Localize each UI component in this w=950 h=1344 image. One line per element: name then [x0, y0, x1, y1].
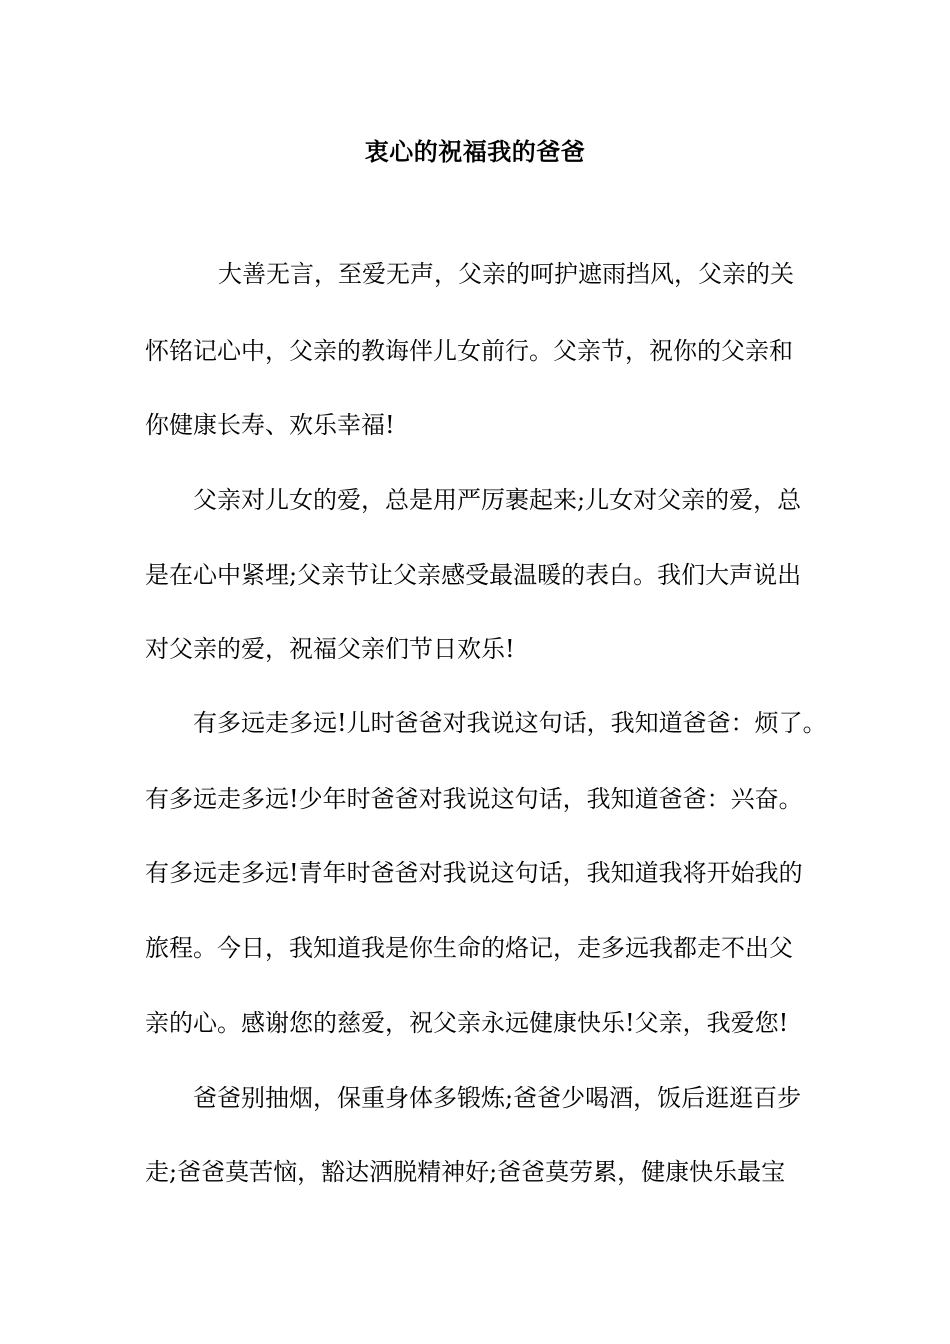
paragraph-line: 有多远走多远!青年时爸爸对我说这句话，我知道我将开始我的: [145, 859, 803, 887]
paragraph-line: 爸爸别抽烟，保重身体多锻炼;爸爸少喝酒，饭后逛逛百步: [193, 1084, 802, 1112]
paragraph-line: 怀铭记心中，父亲的教诲伴儿女前行。父亲节，祝你的父亲和: [145, 337, 793, 365]
document-title: 衷心的祝福我的爸爸: [364, 137, 586, 166]
paragraph-line: 是在心中紧埋;父亲节让父亲感受最温暖的表白。我们大声说出: [145, 561, 802, 589]
paragraph-line: 父亲对儿女的爱，总是用严厉裹起来;儿女对父亲的爱，总: [193, 486, 802, 514]
paragraph-line: 亲的心。感谢您的慈爱，祝父亲永远健康快乐!父亲，我爱您!: [145, 1009, 789, 1037]
paragraph-line: 走;爸爸莫苦恼，豁达洒脱精神好;爸爸莫劳累，健康快乐最宝: [145, 1158, 786, 1186]
paragraph-line: 有多远走多远!少年时爸爸对我说这句话，我知道爸爸：兴奋。: [145, 785, 803, 813]
paragraph-line: 你健康长寿、欢乐幸福!: [145, 411, 395, 439]
paragraph-line: 对父亲的爱，祝福父亲们节日欢乐!: [145, 635, 515, 663]
paragraph-line: 有多远走多远!儿时爸爸对我说这句话，我知道爸爸：烦了。: [193, 709, 827, 737]
paragraph-line: 旅程。今日，我知道我是你生命的烙记，走多远我都走不出父: [145, 934, 793, 962]
paragraph-line: 大善无言，至爱无声，父亲的呵护遮雨挡风，父亲的关: [218, 260, 794, 288]
